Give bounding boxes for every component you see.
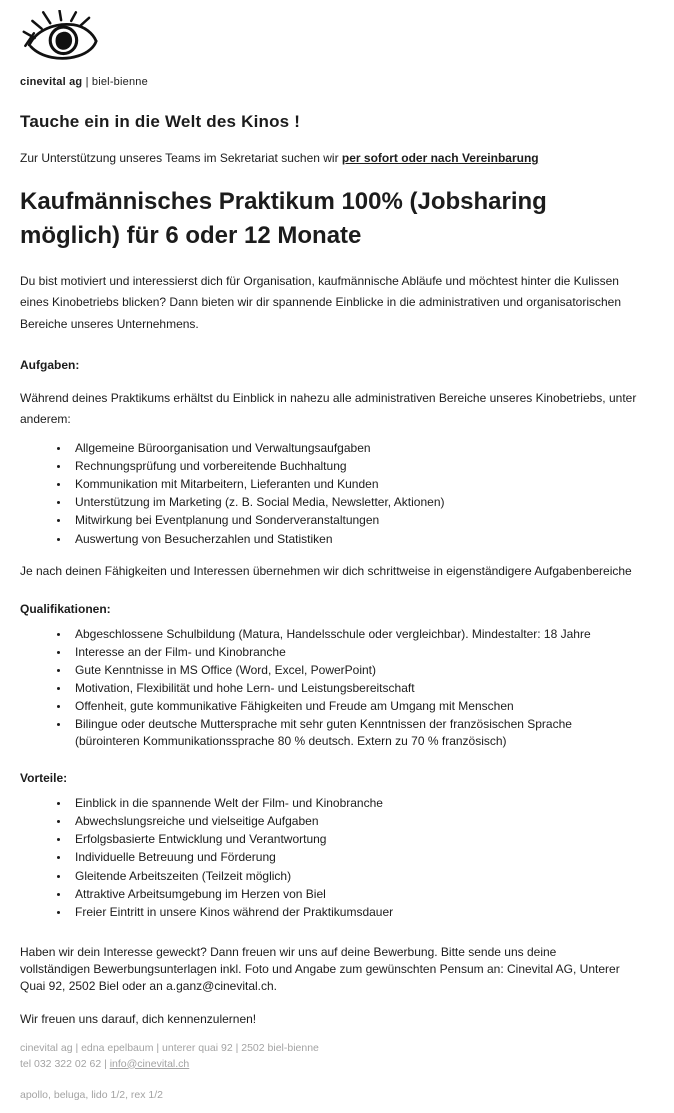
list-item: • Einblick in die spannende Welt der Film- und Kinobranche: [70, 795, 635, 811]
footer-phone: tel 032 322 02 62 |: [20, 1057, 110, 1070]
brand-name: cinevital ag: [20, 76, 83, 88]
footer: [20, 1041, 652, 1103]
list-item: • Rechnungsprüfung und vorbereitende Buchhaltung: [70, 458, 635, 474]
intro-text: Zur Unterstützung unseres Teams im Sekretariat suchen wir: [20, 151, 342, 165]
list-item: • Mitwirkung bei Eventplanung und Sonderveranstaltungen: [70, 512, 635, 528]
section-heading-aufgaben: Aufgaben:: [20, 357, 80, 372]
intro-paragraph: Du bist motiviert und interessierst dich für Organisation, kaufmännische Abläufe und möchtest hinter die Kulissen eines Kinobetriebs blicken? Dann bieten wir dir spannende Einblicke in die administrativen und organisatorischen Bereiche unseres Unternehmens.: [20, 273, 622, 331]
footer-cinemas: apollo, beluga, lido 1/2, rex 1/2: [20, 1088, 164, 1101]
list-item: • Auswertung von Besucherzahlen und Statistiken: [70, 531, 635, 547]
list-item: • Interesse an der Film- und Kinobranche: [70, 644, 635, 660]
intro-line: [20, 150, 652, 167]
aufgaben-after: Je nach deinen Fähigkeiten und Interessen übernehmen wir dich schrittweise in eigenständigere Aufgabenbereiche: [20, 563, 632, 578]
section-heading-vorteile: Vorteile:: [20, 770, 68, 785]
vorteile-list: [20, 795, 652, 920]
aufgaben-lead: Während deines Praktikums erhältst du Einblick in nahezu alle administrativen Bereiche unseres Kinobetriebs, unter anderem:: [20, 390, 637, 426]
qualifikationen-list: [20, 626, 652, 749]
page-headline: Tauche ein in die Welt des Kinos !: [20, 112, 301, 131]
list-item: • Erfolgsbasierte Entwicklung und Verantwortung: [70, 831, 635, 847]
list-item: • Freier Eintritt in unsere Kinos während der Praktikumsdauer: [70, 904, 635, 920]
list-item: • Offenheit, gute kommunikative Fähigkeiten und Freude am Umgang mit Menschen: [70, 698, 635, 714]
section-heading-qualifikationen: Qualifikationen:: [20, 601, 111, 616]
closing-cta: Wir freuen uns darauf, dich kennenzulernen!: [20, 1011, 257, 1026]
list-item: • Abwechslungsreiche und vielseitige Aufgaben: [70, 813, 635, 829]
company-logo: [22, 10, 652, 66]
list-item: • Gleitende Arbeitszeiten (Teilzeit möglich): [70, 868, 635, 884]
list-item: • Attraktive Arbeitsumgebung im Herzen von Biel: [70, 886, 635, 902]
footer-address: cinevital ag | edna epelbaum | unterer quai 92 | 2502 biel-bienne: [20, 1042, 319, 1055]
list-item: • Individuelle Betreuung und Förderung: [70, 849, 635, 865]
list-item: • Bilingue oder deutsche Muttersprache mit sehr guten Kenntnissen der französischen Sprache (bürointeren Kommunikationssprache 80 % deutsch. Extern zu 70 % französisch): [70, 716, 635, 748]
closing-paragraph: Haben wir dein Interesse geweckt? Dann freuen wir uns auf deine Bewerbung. Bitte sende uns deine vollständigen Bewerbungsunterlagen inkl. Foto und Angabe zum gewünschten Pensum an: Cinevital AG, Unterer Quai 92, 2502 Biel oder an a.ganz@cinevital.ch.: [20, 945, 620, 993]
list-item: • Abgeschlossene Schulbildung (Matura, Handelsschule oder vergleichbar). Mindestalter: 18 Jahre: [70, 626, 635, 642]
aufgaben-list: [20, 440, 652, 547]
list-item: • Gute Kenntnisse in MS Office (Word, Excel, PowerPoint): [70, 662, 635, 678]
brand-location: | biel-bienne: [82, 76, 148, 88]
eye-icon: [22, 10, 108, 66]
footer-contact: [20, 1057, 652, 1072]
list-item: • Allgemeine Büroorganisation und Verwaltungsaufgaben: [70, 440, 635, 456]
list-item: • Motivation, Flexibilität und hohe Lern- und Leistungsbereitschaft: [70, 680, 635, 696]
list-item: • Unterstützung im Marketing (z. B. Social Media, Newsletter, Aktionen): [70, 494, 635, 510]
list-item: • Kommunikation mit Mitarbeitern, Lieferanten und Kunden: [70, 476, 635, 492]
intro-highlight: per sofort oder nach Vereinbarung: [341, 151, 539, 165]
brand-line: [20, 76, 652, 88]
job-title: Kaufmännisches Praktikum 100% (Jobsharing möglich) für 6 oder 12 Monate: [20, 187, 547, 249]
footer-email-link[interactable]: info@cinevital.ch: [109, 1057, 190, 1070]
